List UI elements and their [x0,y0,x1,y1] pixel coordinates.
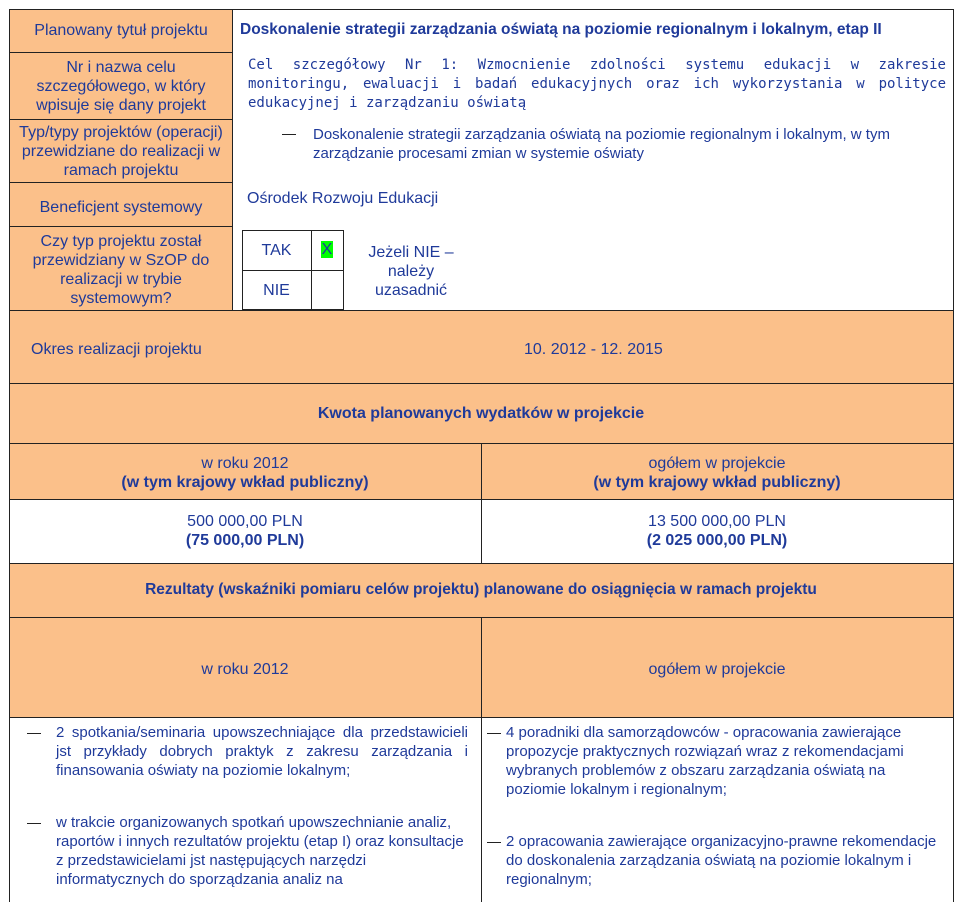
expenditure-col2-public: (2 025 000,00 PLN) [646,532,788,549]
systemic-yes-checkbox[interactable] [312,240,342,262]
label-operation-types: Typ/typy projektów (operacji) przewidziane do realizacji w ramach projektu [19,124,223,179]
period-value: 10. 2012 - 12. 2015 [524,341,663,358]
expenditure-col2-values [481,512,953,550]
label-project-title: Planowany tytuł projektu [34,22,208,39]
label-systemic-question: Czy typ projektu został przewidziany w SzOP do realizacji w trybie systemowym? [32,233,210,307]
period-label: Okres realizacji projektu [31,341,202,358]
results-col2-dash-2 [487,842,501,843]
results-col2-item: 4 poradniki dla samorządowców - opracowania zawierające propozycje praktycznych rozwiązań wraz z rekomendacjami wybranych problemów z obszaru zarządzania oświatą na poziomie lokalnym i regionalnym; [506,724,904,798]
expenditure-col1-header [9,454,481,492]
beneficiary-text: Ośrodek Rozwoju Edukacji [247,190,439,207]
results-heading: Rezultaty (wskaźniki pomiaru celów projektu) planowane do osiągnięcia w ramach projektu [145,581,817,598]
expenditure-col1-public: (75 000,00 PLN) [185,532,305,549]
expenditure-col1-amount: 500 000,00 PLN [187,513,303,530]
expenditure-col1-values [9,512,481,550]
specific-goal-text: Cel szczegółowy Nr 1: Wzmocnienie zdolności systemu edukacji w zakresie monitoringu, ewaluacji i badań edukacyjnych oraz ich wykorzystania w polityce edukacyjnej i zarządzaniu oświatą [248,57,946,111]
expenditure-col2-amount: 13 500 000,00 PLN [648,513,786,530]
expenditure-col2-header [481,454,953,492]
systemic-no-checkbox[interactable] [312,271,342,308]
expenditure-col1-subtitle: (w tym krajowy wkład publiczny) [121,474,369,491]
results-col1-dash-1 [27,733,41,734]
results-col2-header: ogółem w projekcie [648,661,786,678]
operation-dash [282,134,296,135]
systemic-justify-note: Jeżeli NIE – należy uzasadnić [368,244,454,299]
results-col2-item: 2 opracowania zawierające organizacyjno-prawne rekomendacje do doskonalenia zarządzania oświatą na poziomie lokalnym i regionalnym; [506,833,937,888]
systemic-no-label: NIE [263,282,290,299]
label-specific-goal: Nr i nazwa celu szczegółowego, w który wpisuje się dany projekt [36,59,206,114]
results-col1-item: w trakcie organizowanych spotkań upowszechnianie analiz, raportów i innych rezultatów projektu (etap I) oraz konsultacje z przedstawicielami jst następujących narzędzi informatycznych do sporządzania analiz na [56,814,464,888]
results-col1-dash-2 [27,823,41,824]
results-col1-header: w roku 2012 [201,661,289,678]
label-beneficiary: Beneficjent systemowy [39,199,203,216]
expenditure-col1-year: w roku 2012 [201,455,289,472]
expenditure-heading: Kwota planowanych wydatków w projekcie [317,405,645,422]
results-col2-dash-1 [487,733,501,734]
project-title: Doskonalenie strategii zarządzania oświatą na poziomie regionalnym i lokalnym, etap II [240,21,882,38]
systemic-yes-mark: X [321,241,333,258]
expenditure-col2-total: ogółem w projekcie [648,455,786,472]
expenditure-col2-subtitle: (w tym krajowy wkład publiczny) [593,474,841,491]
operation-types-text: Doskonalenie strategii zarządzania oświatą na poziomie regionalnym i lokalnym, w tym zarządzanie procesami zmian w systemie oświaty [313,126,890,162]
results-col1-item: 2 spotkania/seminaria upowszechniające dla przedstawicieli jst przykłady dobrych praktyk z zakresu zarządzania i finansowania oświaty na poziomie lokalnym; [56,724,468,779]
systemic-yes-label: TAK [261,242,292,259]
